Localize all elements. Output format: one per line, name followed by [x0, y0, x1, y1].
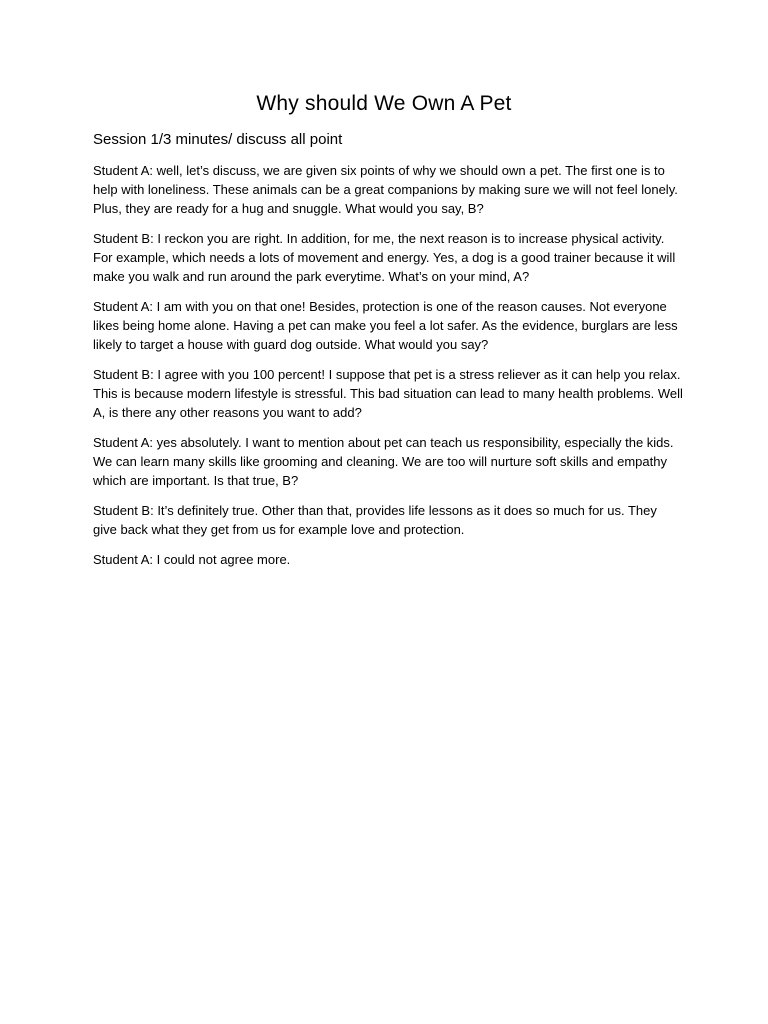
dialogue-paragraph: Student A: I am with you on that one! Besides, protection is one of the reason causes. Not everyone likes being home alone. Having a pet can make you feel a lot safer. As the evidence, burglars are less likely to target a house with guard dog outside. What would you say? — [93, 299, 678, 352]
dialogue-paragraph: Student A: I could not agree more. — [93, 552, 291, 567]
dialogue-paragraph: Student B: I reckon you are right. In addition, for me, the next reason is to increase physical activity. For example, which needs a lots of movement and energy. Yes, a dog is a good trainer because it will make you walk and run around the park everytime. What’s on your mind, A? — [93, 231, 676, 284]
document-title: Why should We Own A Pet — [256, 92, 512, 115]
dialogue-paragraph: Student B: It’s definitely true. Other than that, provides life lessons as it does so much for us. They give back what they get from us for example love and protection. — [93, 503, 657, 537]
dialogue-paragraph: Student B: I agree with you 100 percent! I suppose that pet is a stress reliever as it can help you relax. This is because modern lifestyle is stressful. This bad situation can lead to many health problems. Well A, is there any other reasons you want to add? — [93, 367, 683, 420]
dialogue-paragraph: Student A: well, let’s discuss, we are given six points of why we should own a pet. The first one is to help with loneliness. These animals can be a great companions by making sure we will not feel lonely. Plus, they are ready for a hug and snuggle. What would you say, B? — [93, 163, 678, 216]
dialogue-body — [93, 161, 683, 580]
session-heading: Session 1/3 minutes/ discuss all point — [93, 131, 343, 148]
dialogue-paragraph: Student A: yes absolutely. I want to mention about pet can teach us responsibility, especially the kids. We can learn many skills like grooming and cleaning. We are too will nurture soft skills and empathy which are important. Is that true, B? — [93, 435, 674, 488]
